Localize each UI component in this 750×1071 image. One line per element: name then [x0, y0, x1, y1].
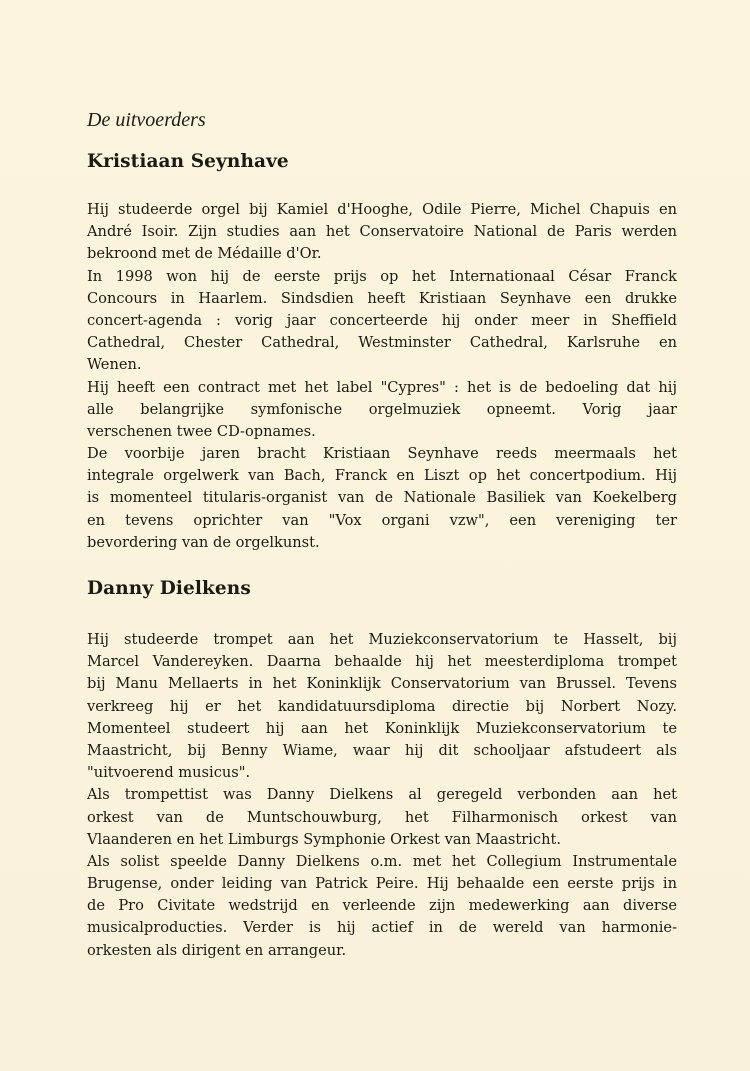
bio-line: De voorbije jaren bracht Kristiaan Seynhave reeds meermaals het: [87, 445, 677, 463]
bio-line: "uitvoerend musicus".: [87, 764, 251, 782]
bio-line: bekroond met de Médaille d'Or.: [87, 245, 322, 263]
bio-line: orkest van de Muntschouwburg, het Filharmonisch orkest van: [87, 808, 677, 826]
bio-line: Hij studeerde orgel bij Kamiel d'Hooghe, Odile Pierre, Michel Chapuis en: [87, 201, 677, 218]
bio-line: de Pro Civitate wedstrijd en verleende zijn medewerking aan diverse: [87, 897, 677, 915]
bio-line: André Isoir. Zijn studies aan het Conservatoire National de Paris werden: [87, 223, 677, 241]
bio-line: bevordering van de orgelkunst.: [87, 533, 320, 551]
bio-line: Concours in Haarlem. Sindsdien heeft Kristiaan Seynhave een drukke: [87, 289, 677, 307]
bio-line: verkreeg hij er het kandidatuursdiploma directie bij Norbert Nozy.: [87, 697, 677, 715]
bio-line: alle belangrijke symfonische orgelmuziek opneemt. Vorig jaar: [87, 400, 677, 418]
bio-line: Als solist speelde Danny Dielkens o.m. met het Collegium Instrumentale: [87, 852, 677, 870]
bio-line: Vlaanderen en het Limburgs Symphonie Orkest van Maastricht.: [87, 830, 561, 848]
bio-line: concert-agenda : vorig jaar concerteerde hij onder meer in Sheffield: [87, 311, 677, 329]
bio-line: Brugense, onder leiding van Patrick Peire. Hij behaalde een eerste prijs in: [87, 875, 677, 893]
bio-line: orkesten als dirigent en arrangeur.: [87, 941, 347, 959]
bio-line: Hij studeerde trompet aan het Muziekconservatorium te Hasselt, bij: [87, 631, 677, 648]
bio-line: Hij heeft een contract met het label "Cypres" : het is de bedoeling dat hij: [87, 378, 677, 396]
bio-line: Momenteel studeert hij aan het Koninklijk Muziekconservatorium te: [87, 719, 677, 737]
bio-line: Maastricht, bij Benny Wiame, waar hij dit schooljaar afstudeert als: [87, 741, 677, 759]
bio-line: en tevens oprichter van "Vox organi vzw", een vereniging ter: [87, 511, 677, 529]
performer-bio-kristiaan-seynhave: [87, 199, 677, 554]
section-title: De uitvoerders: [87, 109, 206, 131]
performer-name-kristiaan-seynhave: Kristiaan Seynhave: [87, 151, 289, 172]
bio-line: is momenteel titularis-organist van de Nationale Basiliek van Koekelberg: [87, 489, 677, 507]
bio-line: Cathedral, Chester Cathedral, Westminster Cathedral, Karlsruhe en: [87, 334, 677, 352]
bio-line: bij Manu Mellaerts in het Koninklijk Conservatorium van Brussel. Tevens: [87, 675, 677, 693]
page-content: [87, 106, 677, 962]
bio-line: musicalproducties. Verder is hij actief in de wereld van harmonie-: [87, 919, 677, 937]
bio-line: In 1998 won hij de eerste prijs op het Internationaal César Franck: [87, 267, 677, 285]
bio-line: Wenen.: [87, 356, 142, 374]
performer-bio-danny-dielkens: [87, 629, 677, 962]
bio-line: integrale orgelwerk van Bach, Franck en Liszt op het concertpodium. Hij: [87, 467, 677, 485]
performer-name-danny-dielkens: Danny Dielkens: [87, 578, 251, 599]
bio-line: verschenen twee CD-opnames.: [87, 422, 316, 440]
bio-line: Marcel Vandereyken. Daarna behaalde hij het meesterdiploma trompet: [87, 653, 677, 671]
bio-line: Als trompettist was Danny Dielkens al geregeld verbonden aan het: [87, 786, 677, 804]
